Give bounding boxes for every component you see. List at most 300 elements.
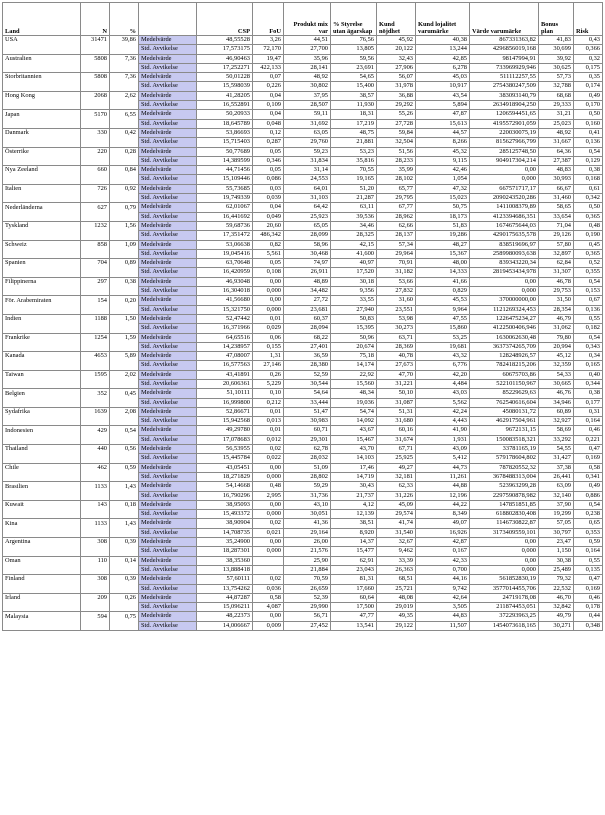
value-cell: 17,078683 <box>197 435 253 444</box>
value-cell: 49,07 <box>416 519 470 528</box>
country-n: 1133 <box>81 519 110 528</box>
statistic-label: Std. Avvikelse <box>139 63 197 72</box>
value-cell: 0,029 <box>253 324 284 333</box>
value-cell: 43,32 <box>416 352 470 361</box>
value-cell: 42,87 <box>416 538 470 547</box>
value-cell: 65,77 <box>377 184 416 193</box>
value-cell: 31,60 <box>377 296 416 305</box>
country-n-cont <box>81 138 110 147</box>
value-cell: 15,860 <box>416 324 470 333</box>
value-cell: 53,66 <box>377 277 416 286</box>
value-cell: 38,51 <box>331 519 377 528</box>
value-cell: 0,343 <box>574 342 603 351</box>
country-n: 4653 <box>81 352 110 361</box>
value-cell: 38,95093 <box>197 500 253 509</box>
value-cell: 0,160 <box>574 119 603 128</box>
country-name-cont <box>3 435 81 444</box>
country-name-cont <box>3 63 81 72</box>
value-cell: 22,92 <box>331 370 377 379</box>
table-row <box>3 370 603 379</box>
country-pct: 0,39 <box>110 538 139 547</box>
value-cell: 21,737 <box>331 491 377 500</box>
country-n: 429 <box>81 426 110 435</box>
country-n-cont <box>81 231 110 240</box>
value-cell: 32,897 <box>539 249 574 258</box>
value-cell: 48,75 <box>331 128 377 137</box>
value-cell: 0,34 <box>574 352 603 361</box>
value-cell: 57,60111 <box>197 575 253 584</box>
value-cell: 0,26 <box>253 370 284 379</box>
country-name-cont <box>3 361 81 370</box>
value-cell: 15,715403 <box>197 138 253 147</box>
country-pct: 2,08 <box>110 407 139 416</box>
value-cell: 56,71 <box>284 612 331 621</box>
value-cell: 1121269324,453 <box>470 305 539 314</box>
table-row <box>3 389 603 398</box>
statistic-label: Medelvärde <box>139 314 197 323</box>
statistic-label: Medelvärde <box>139 556 197 565</box>
value-cell: 5,561 <box>253 249 284 258</box>
country-pct: 2,02 <box>110 370 139 379</box>
value-cell: 20,674 <box>331 342 377 351</box>
table-row <box>3 240 603 249</box>
value-cell: 39,92 <box>539 54 574 63</box>
value-cell: 14,174 <box>331 361 377 370</box>
country-pct: 2,62 <box>110 91 139 100</box>
value-cell: 0,03 <box>253 184 284 193</box>
country-pct: 0,38 <box>110 277 139 286</box>
country-pct-cont <box>110 510 139 519</box>
table-row <box>3 342 603 351</box>
value-cell: 51,09 <box>284 463 331 472</box>
value-cell: 31,674 <box>377 435 416 444</box>
value-cell: 0,000 <box>470 287 539 296</box>
value-cell: 4296856019,168 <box>470 45 539 54</box>
value-cell: 2754380247,509 <box>470 82 539 91</box>
value-cell: 0,129 <box>574 156 603 165</box>
country-pct-cont <box>110 175 139 184</box>
value-cell: 40,38 <box>416 36 470 45</box>
header-row <box>3 3 603 36</box>
value-cell: 15,400 <box>331 82 377 91</box>
country-pct: 6,55 <box>110 110 139 119</box>
country-n-cont <box>81 45 110 54</box>
value-cell: 16,304018 <box>197 287 253 296</box>
value-cell: 56,53955 <box>197 445 253 454</box>
value-cell: 31,307 <box>539 268 574 277</box>
value-cell: 62,84 <box>539 259 574 268</box>
value-cell: 79,32 <box>539 575 574 584</box>
value-cell: 54,14668 <box>197 482 253 491</box>
value-cell: 21,576 <box>284 547 331 556</box>
statistic-label: Std. Avvikelse <box>139 510 197 519</box>
statistic-label: Medelvärde <box>139 54 197 63</box>
value-cell: 4122500406,946 <box>470 324 539 333</box>
value-cell: 0,155 <box>253 342 284 351</box>
country-name-cont <box>3 138 81 147</box>
table-row <box>3 36 603 45</box>
value-cell: 285125748,50 <box>470 147 539 156</box>
value-cell: 19,47 <box>253 54 284 63</box>
value-cell: 28,099 <box>284 231 331 240</box>
statistics-sheet <box>2 2 602 631</box>
value-cell: 486,342 <box>253 231 284 240</box>
country-pct-cont <box>110 119 139 128</box>
country-pct-cont <box>110 472 139 481</box>
value-cell: 0,000 <box>253 547 284 556</box>
value-cell: 17,252271 <box>197 63 253 72</box>
country-n: 704 <box>81 259 110 268</box>
country-statistics-table <box>2 2 603 631</box>
country-n-cont <box>81 491 110 500</box>
value-cell: 0,00 <box>253 500 284 509</box>
value-cell: 30,699 <box>539 45 574 54</box>
statistic-label: Medelvärde <box>139 147 197 156</box>
country-n-cont <box>81 82 110 91</box>
value-cell: 0,01 <box>253 426 284 435</box>
value-cell: 30,993 <box>539 175 574 184</box>
country-pct: 7,36 <box>110 73 139 82</box>
country-n-cont <box>81 268 110 277</box>
value-cell: 0,177 <box>574 398 603 407</box>
value-cell: 0,54 <box>574 147 603 156</box>
country-n-cont <box>81 547 110 556</box>
country-name: Österrike <box>3 147 81 156</box>
country-n: 660 <box>81 166 110 175</box>
country-n: 5170 <box>81 110 110 119</box>
country-n-cont <box>81 417 110 426</box>
table-row <box>3 584 603 593</box>
value-cell: 45,92 <box>377 36 416 45</box>
value-cell: 43,03 <box>416 389 470 398</box>
value-cell: 522101150,967 <box>470 379 539 388</box>
country-n-cont <box>81 324 110 333</box>
value-cell: 9,462 <box>377 547 416 556</box>
value-cell: 25,489 <box>539 565 574 574</box>
value-cell: 19,681 <box>416 342 470 351</box>
statistic-label: Medelvärde <box>139 370 197 379</box>
value-cell: 30,271 <box>539 621 574 630</box>
value-cell: 0,07 <box>253 73 284 82</box>
value-cell: 0,40 <box>574 370 603 379</box>
table-row <box>3 110 603 119</box>
value-cell: 372293963,25 <box>470 612 539 621</box>
table-row <box>3 184 603 193</box>
value-cell: 74,97 <box>284 259 331 268</box>
value-cell: 18,31 <box>331 110 377 119</box>
value-cell: 0,170 <box>574 101 603 110</box>
value-cell: 14,092 <box>331 417 377 426</box>
country-pct-cont <box>110 324 139 333</box>
col-header-risk: Risk <box>574 3 603 36</box>
value-cell: 75,18 <box>331 352 377 361</box>
country-name: Hong Kong <box>3 91 81 100</box>
value-cell: 19,299 <box>539 510 574 519</box>
country-pct-cont <box>110 45 139 54</box>
country-pct: 0,84 <box>110 166 139 175</box>
value-cell: 45,32 <box>416 147 470 156</box>
table-body <box>3 36 603 631</box>
statistic-label: Std. Avvikelse <box>139 379 197 388</box>
value-cell: 904917304,214 <box>470 156 539 165</box>
country-n-cont <box>81 528 110 537</box>
country-n: 594 <box>81 612 110 621</box>
value-cell: 70,55 <box>331 166 377 175</box>
value-cell: 16,371966 <box>197 324 253 333</box>
country-name: USA <box>3 36 81 45</box>
country-name-cont <box>3 491 81 500</box>
country-name-cont <box>3 156 81 165</box>
country-name-cont <box>3 249 81 258</box>
value-cell: 28,507 <box>284 101 331 110</box>
value-cell: 14,333 <box>416 268 470 277</box>
value-cell: 14,006667 <box>197 621 253 630</box>
value-cell: 52,86671 <box>197 407 253 416</box>
value-cell: 13,541 <box>331 621 377 630</box>
value-cell: 0,12 <box>253 128 284 137</box>
country-pct: 0,59 <box>110 463 139 472</box>
country-name-cont <box>3 268 81 277</box>
value-cell: 0,009 <box>253 621 284 630</box>
value-cell: 618802830,408 <box>470 510 539 519</box>
value-cell: 31,736 <box>284 491 331 500</box>
country-name: Finland <box>3 575 81 584</box>
table-row <box>3 259 603 268</box>
value-cell: 45,03 <box>416 73 470 82</box>
value-cell: 72,170 <box>253 45 284 54</box>
value-cell: 28,032 <box>284 454 331 463</box>
value-cell: 0,365 <box>574 212 603 221</box>
value-cell: 0,05 <box>253 147 284 156</box>
country-n: 726 <box>81 184 110 193</box>
value-cell: 9,964 <box>416 305 470 314</box>
value-cell: 15,942568 <box>197 417 253 426</box>
value-cell: 59,68736 <box>197 221 253 230</box>
value-cell: 20,606361 <box>197 379 253 388</box>
value-cell: 20,60 <box>253 221 284 230</box>
value-cell: 17,660 <box>331 584 377 593</box>
country-n-cont <box>81 584 110 593</box>
value-cell: 20,994 <box>539 342 574 351</box>
country-name-cont <box>3 584 81 593</box>
value-cell: 29,126 <box>539 231 574 240</box>
table-row <box>3 565 603 574</box>
value-cell: 29,292 <box>377 101 416 110</box>
country-name-cont <box>3 101 81 110</box>
value-cell: 14,103 <box>331 454 377 463</box>
statistic-label: Std. Avvikelse <box>139 565 197 574</box>
statistic-label: Medelvärde <box>139 277 197 286</box>
value-cell: 0,169 <box>574 454 603 463</box>
country-n: 858 <box>81 240 110 249</box>
value-cell: 53,98 <box>377 314 416 323</box>
value-cell: 48,27 <box>416 240 470 249</box>
value-cell: 0,366 <box>574 45 603 54</box>
value-cell: 31,221 <box>377 379 416 388</box>
statistic-label: Medelvärde <box>139 612 197 621</box>
value-cell: 66,67 <box>539 184 574 193</box>
statistic-label: Medelvärde <box>139 128 197 137</box>
statistic-label: Medelvärde <box>139 463 197 472</box>
table-row <box>3 333 603 342</box>
value-cell: 31,680 <box>377 417 416 426</box>
country-n: 110 <box>81 556 110 565</box>
value-cell: 0,153 <box>574 287 603 296</box>
col-header-statistic <box>139 3 197 36</box>
value-cell: 18,271829 <box>197 472 253 481</box>
value-cell: 42,24 <box>416 407 470 416</box>
value-cell: 46,93048 <box>197 277 253 286</box>
value-cell: 0,086 <box>253 175 284 184</box>
value-cell: 0,38 <box>574 389 603 398</box>
value-cell: 41,600 <box>331 249 377 258</box>
value-cell: 4195572901,059 <box>470 119 539 128</box>
value-cell: 44,87287 <box>197 593 253 602</box>
country-pct: 0,92 <box>110 184 139 193</box>
value-cell: 31,182 <box>377 268 416 277</box>
table-row <box>3 73 603 82</box>
country-pct-cont <box>110 249 139 258</box>
country-name-cont <box>3 231 81 240</box>
country-pct-cont <box>110 101 139 110</box>
value-cell: 33,654 <box>539 212 574 221</box>
country-name-cont <box>3 547 81 556</box>
value-cell: 14,708735 <box>197 528 253 537</box>
value-cell: 12,139 <box>331 510 377 519</box>
value-cell: 41,90 <box>416 426 470 435</box>
country-n: 209 <box>81 593 110 602</box>
country-pct-cont <box>110 398 139 407</box>
value-cell: 0,000 <box>470 565 539 574</box>
value-cell: 35,99 <box>377 166 416 175</box>
value-cell: 52,47442 <box>197 314 253 323</box>
country-name-cont <box>3 305 81 314</box>
table-row <box>3 379 603 388</box>
value-cell: 0,109 <box>253 101 284 110</box>
value-cell: 68,68 <box>539 91 574 100</box>
value-cell: 85229629,63 <box>470 389 539 398</box>
value-cell: 17,500 <box>331 603 377 612</box>
country-name-cont <box>3 45 81 54</box>
value-cell: 49,29780 <box>197 426 253 435</box>
value-cell: 0,212 <box>253 398 284 407</box>
value-cell: 0,48 <box>253 482 284 491</box>
value-cell: 63,09 <box>539 482 574 491</box>
country-pct: 0,56 <box>110 445 139 454</box>
value-cell: 53,25 <box>416 333 470 342</box>
country-pct: 0,42 <box>110 128 139 137</box>
country-pct-cont <box>110 565 139 574</box>
statistic-label: Std. Avvikelse <box>139 491 197 500</box>
value-cell: 46,79 <box>539 314 574 323</box>
value-cell: 0,00 <box>253 296 284 305</box>
value-cell: 13,888418 <box>197 565 253 574</box>
value-cell: 5,229 <box>253 379 284 388</box>
value-cell: 45,09 <box>377 500 416 509</box>
value-cell: 0,190 <box>574 231 603 240</box>
value-cell: 0,49 <box>574 91 603 100</box>
value-cell: 60,37 <box>284 314 331 323</box>
value-cell: 37,38 <box>539 463 574 472</box>
value-cell: 35,24900 <box>197 538 253 547</box>
value-cell: 60,89 <box>539 407 574 416</box>
value-cell: 0,82 <box>253 240 284 249</box>
country-name: Indonesien <box>3 426 81 435</box>
statistic-label: Std. Avvikelse <box>139 472 197 481</box>
value-cell: 150083518,321 <box>470 435 539 444</box>
value-cell: 0,049 <box>253 212 284 221</box>
value-cell: 36,59 <box>284 352 331 361</box>
value-cell: 43,70 <box>331 445 377 454</box>
value-cell: 370000000,00 <box>470 296 539 305</box>
statistic-label: Std. Avvikelse <box>139 361 197 370</box>
country-name: Italien <box>3 184 81 193</box>
value-cell: 0,67 <box>574 296 603 305</box>
value-cell: 15,096211 <box>197 603 253 612</box>
table-row <box>3 203 603 212</box>
value-cell: 4,443 <box>416 417 470 426</box>
table-row <box>3 510 603 519</box>
statistic-label: Std. Avvikelse <box>139 212 197 221</box>
country-n: 31471 <box>81 36 110 45</box>
country-name-cont <box>3 119 81 128</box>
country-pct: 1,50 <box>110 314 139 323</box>
value-cell: 0,164 <box>574 547 603 556</box>
value-cell: 4,484 <box>416 379 470 388</box>
value-cell: 462917504,961 <box>470 417 539 426</box>
col-header-produkt-mix: Produkt mix var <box>284 3 331 36</box>
value-cell: 0,47 <box>574 445 603 454</box>
value-cell: 5,412 <box>416 454 470 463</box>
country-pct-cont <box>110 435 139 444</box>
country-n-cont <box>81 454 110 463</box>
value-cell: 17,351472 <box>197 231 253 240</box>
value-cell: 0,00 <box>470 556 539 565</box>
col-header-n: N <box>81 3 110 36</box>
value-cell: 0,164 <box>574 417 603 426</box>
value-cell: 1674675644,03 <box>470 221 539 230</box>
value-cell: 53,23 <box>331 147 377 156</box>
country-pct: 0,20 <box>110 296 139 305</box>
country-pct: 1,59 <box>110 333 139 342</box>
table-row <box>3 249 603 258</box>
country-name: Belgien <box>3 389 81 398</box>
statistic-label: Medelvärde <box>139 73 197 82</box>
country-pct-cont <box>110 547 139 556</box>
value-cell: 54,33 <box>539 370 574 379</box>
value-cell: 29,753 <box>539 287 574 296</box>
value-cell: 0,65 <box>574 519 603 528</box>
country-name-cont <box>3 565 81 574</box>
value-cell: 0,344 <box>574 379 603 388</box>
value-cell: 48,92 <box>284 73 331 82</box>
country-name: Sydafrika <box>3 407 81 416</box>
value-cell: 0,341 <box>574 472 603 481</box>
value-cell: 20,122 <box>377 45 416 54</box>
value-cell: 0,38 <box>574 166 603 175</box>
value-cell: 48,00 <box>416 259 470 268</box>
value-cell: 54,55 <box>539 445 574 454</box>
country-name-cont <box>3 510 81 519</box>
country-name: Japan <box>3 110 81 119</box>
country-name: Nederländerna <box>3 203 81 212</box>
value-cell: 14,389599 <box>197 156 253 165</box>
country-n: 2068 <box>81 91 110 100</box>
value-cell: 0,039 <box>253 194 284 203</box>
table-row <box>3 593 603 602</box>
value-cell: 0,49 <box>574 482 603 491</box>
value-cell: 9,356 <box>331 287 377 296</box>
